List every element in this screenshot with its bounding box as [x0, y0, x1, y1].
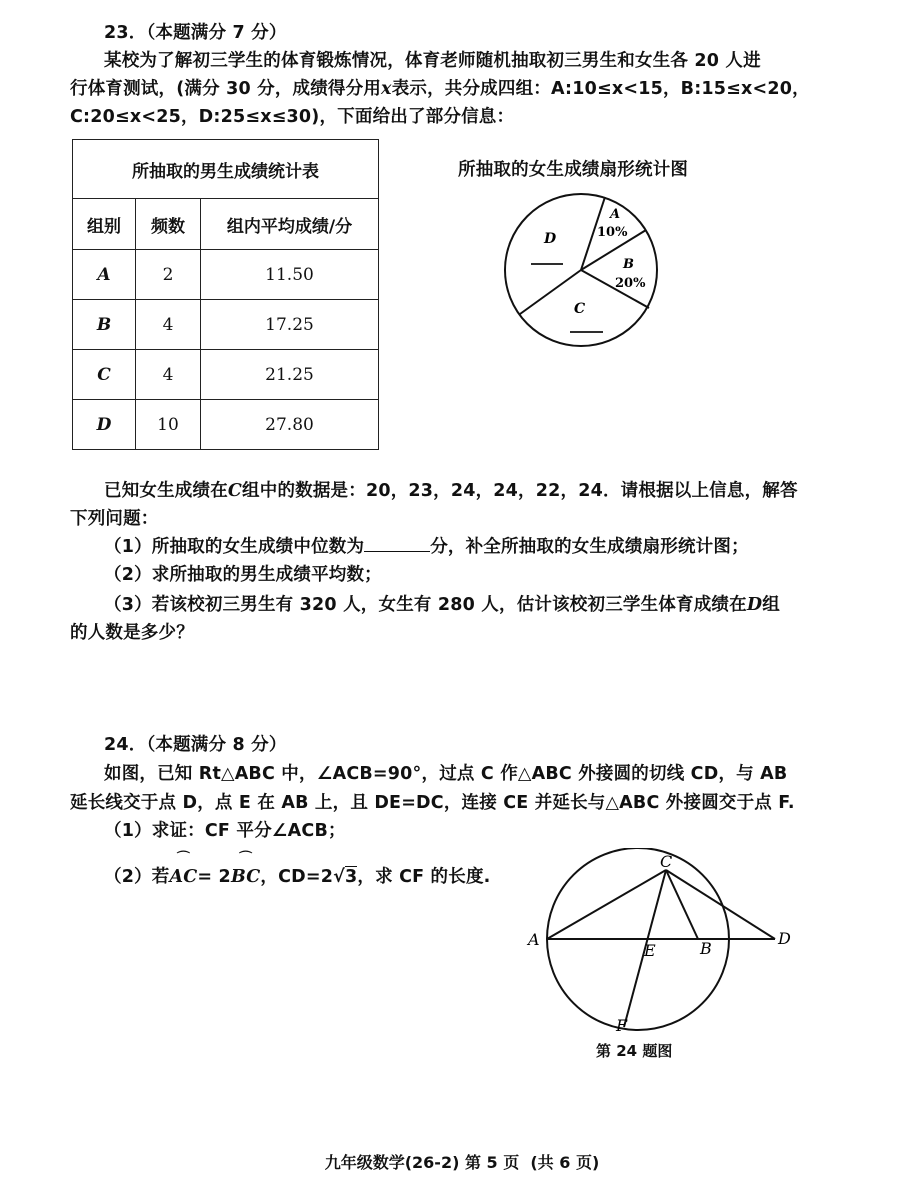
q23-part2: （2）求所抽取的男生成绩平均数； [104, 565, 382, 585]
pie-boundary-c-d [520, 270, 581, 314]
table-cell-avg: 11.50 [201, 250, 379, 300]
q23-part3-cont: 的人数是多少？ [70, 623, 194, 643]
point-label-b: B [700, 939, 712, 958]
q24-part2: （2）若 ⌒ AC= 2 ⌒ BC，CD=2√3，求 CF 的长度. [104, 851, 491, 887]
page-footer: 九年级数学(26-2) 第 5 页 (共 6 页) [324, 1153, 600, 1172]
q24-part1: （1）求证：CF 平分∠ACB； [104, 821, 346, 841]
table-cell-group: D [73, 400, 136, 450]
table-header-freq: 频数 [136, 199, 201, 250]
sqrt-radicand: 3 [344, 867, 358, 887]
table-cell-freq: 2 [136, 250, 201, 300]
table-cell-freq: 10 [136, 400, 201, 450]
segment-ac [547, 870, 666, 939]
q23-known-line1: 已知女生成绩在C组中的数据是：20，23，24，24，22，24．请根据以上信息，解答 [104, 481, 798, 501]
table-header-avg: 组内平均成绩/分 [201, 199, 379, 250]
male-score-table [72, 139, 379, 450]
table-row [73, 300, 379, 350]
table-cell-freq: 4 [136, 300, 201, 350]
point-label-e: E [644, 941, 656, 960]
answer-blank[interactable] [364, 533, 430, 552]
q23-intro-line3: C:20≤x<25，D:25≤x≤30)，下面给出了部分信息： [70, 107, 515, 127]
table-cell-avg: 27.80 [201, 400, 379, 450]
point-label-d: D [778, 929, 791, 948]
geometry-figure-24 [520, 848, 800, 1063]
table-cell-freq: 4 [136, 350, 201, 400]
q23-part1: （1）所抽取的女生成绩中位数为 分，补全所抽取的女生成绩扇形统计图； [104, 532, 749, 562]
table-caption: 所抽取的男生成绩统计表 [73, 140, 379, 199]
pie-slice-label-c: C [574, 301, 586, 317]
table-cell-group: A [73, 250, 136, 300]
pie-slice-percent-a: 10% [597, 225, 628, 240]
q23-part3: （3）若该校初三男生有 320 人，女生有 280 人，估计该校初三学生体育成绩在D组 [104, 595, 780, 615]
table-row [73, 400, 379, 450]
q23-intro-line2: 行体育测试，(满分 30 分，成绩得分用x表示，共分成四组：A:10≤x<15，B:15≤x<20， [70, 79, 810, 99]
arc-bc: BC [230, 867, 261, 887]
table-cell-avg: 21.25 [201, 350, 379, 400]
female-score-pie-chart [490, 186, 670, 356]
pie-slice-label-b: B [623, 257, 634, 272]
pie-slice-label-a: A [610, 207, 621, 222]
point-label-a: A [528, 930, 540, 949]
point-label-f: F [616, 1016, 628, 1035]
q23-heading: 23．（本题满分 7 分） [104, 23, 287, 43]
figure-caption: 第 24 题图 [596, 1042, 673, 1060]
table-cell-group: B [73, 300, 136, 350]
q24-line1: 如图，已知 Rt△ABC 中，∠ACB=90°，过点 C 作△ABC 外接圆的切线 CD，与 AB [104, 764, 788, 784]
q24-heading: 24．（本题满分 8 分） [104, 735, 287, 755]
point-label-c: C [660, 852, 673, 871]
q24-line2: 延长线交于点 D，点 E 在 AB 上，且 DE=DC，连接 CE 并延长与△ABC 外接圆交于点 F. [70, 793, 795, 813]
table-row [73, 350, 379, 400]
table-cell-group: C [73, 350, 136, 400]
q23-known-line2: 下列问题： [70, 509, 159, 529]
pie-slice-label-d: D [544, 231, 557, 247]
q23-intro-line1: 某校为了解初三学生的体育锻炼情况，体育老师随机抽取初三男生和女生各 20 人进 [104, 51, 761, 71]
pie-title: 所抽取的女生成绩扇形统计图 [458, 160, 689, 180]
pie-slice-percent-b: 20% [615, 276, 646, 291]
table-cell-avg: 17.25 [201, 300, 379, 350]
table-header-group: 组别 [73, 199, 136, 250]
table-row [73, 250, 379, 300]
arc-ac: AC [169, 867, 198, 887]
